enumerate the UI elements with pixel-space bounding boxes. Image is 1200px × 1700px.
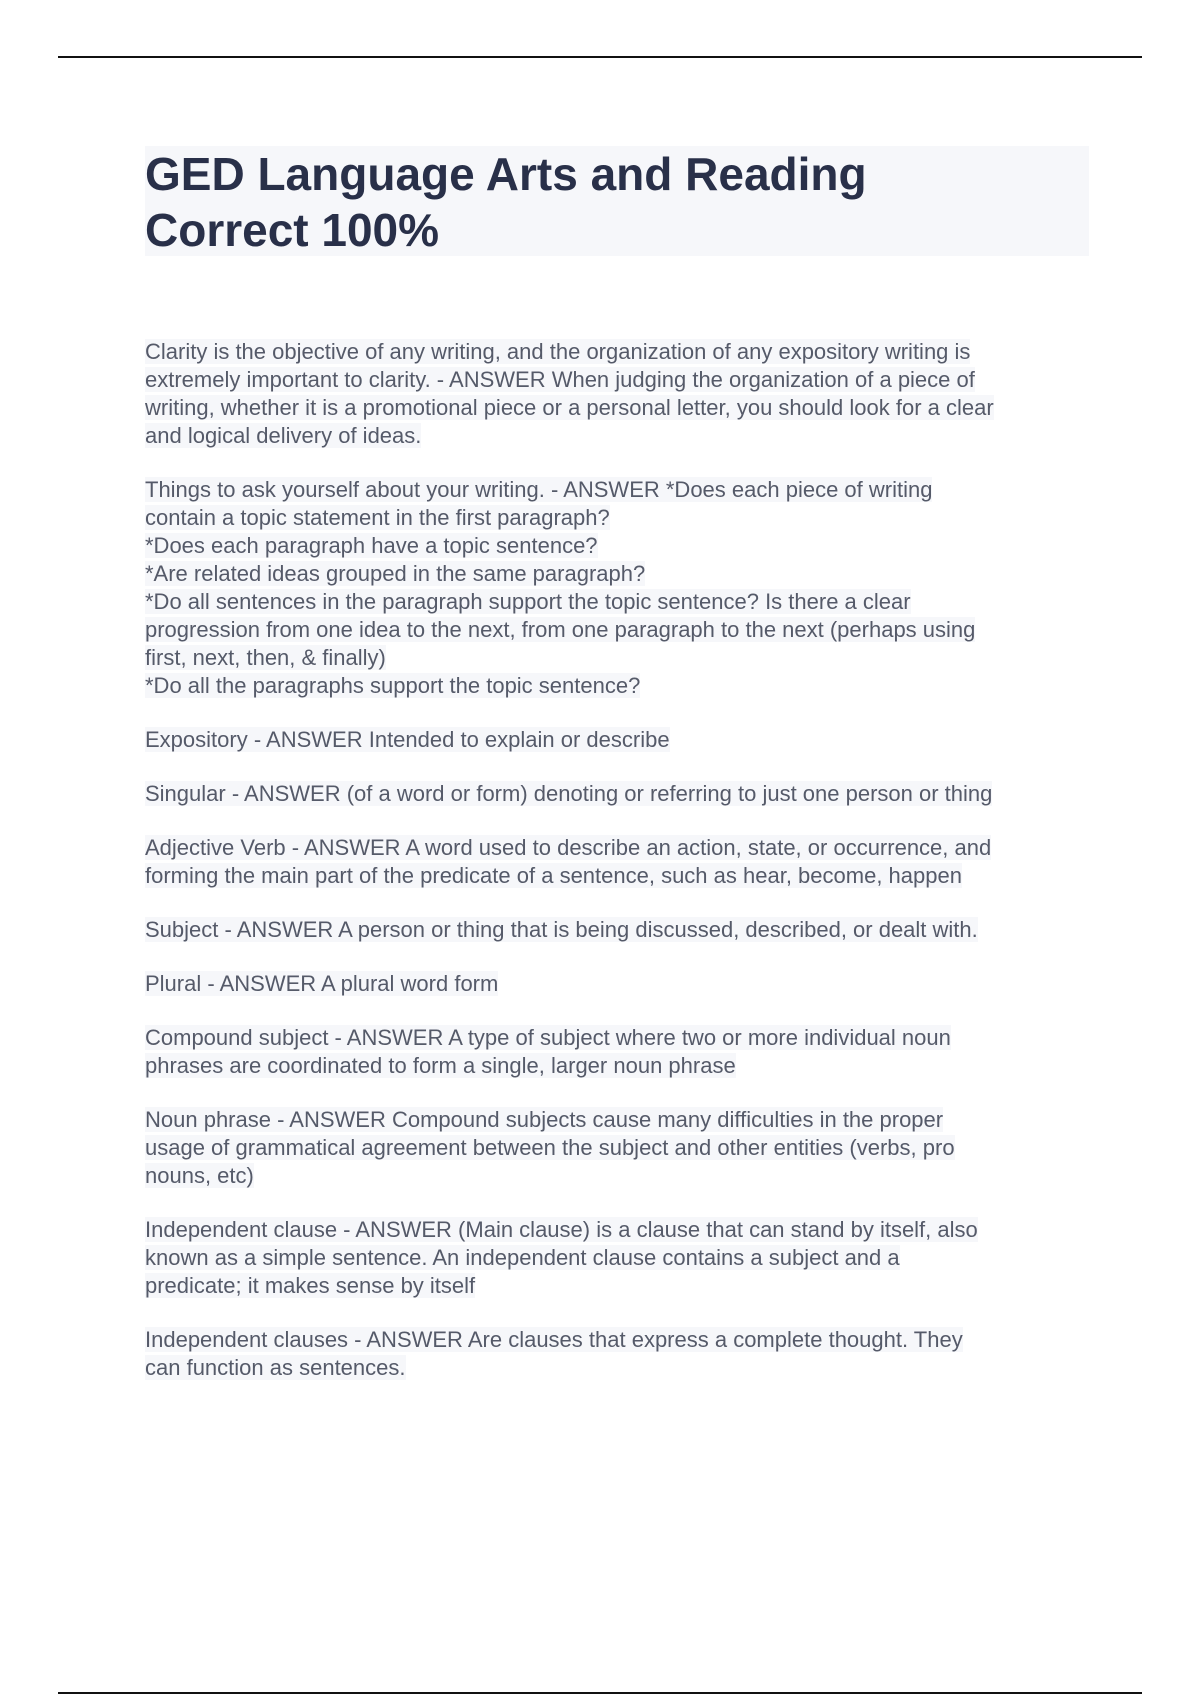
text-line-content: Independent clause - ANSWER (Main clause) is a clause that can stand by itself, also [145, 1217, 978, 1242]
text-line-content: Subject - ANSWER A person or thing that is being discussed, described, or dealt with. [145, 917, 978, 942]
text-line [145, 1162, 1095, 1190]
text-line [145, 970, 1095, 998]
text-line [145, 1024, 1095, 1052]
text-line-content: *Do all the paragraphs support the topic sentence? [145, 673, 641, 698]
qa-entry [145, 916, 1095, 944]
text-line-content: nouns, etc) [145, 1163, 254, 1188]
text-line-content: Noun phrase - ANSWER Compound subjects cause many difficulties in the proper [145, 1107, 944, 1132]
text-line-content: first, next, then, & finally) [145, 645, 386, 670]
qa-entry [145, 834, 1095, 890]
qa-entry [145, 1216, 1095, 1300]
document-title [145, 146, 1089, 256]
text-line [145, 1354, 1095, 1382]
text-line-content: contain a topic statement in the first paragraph? [145, 505, 610, 530]
text-line [145, 560, 1095, 588]
text-line-content: Independent clauses - ANSWER Are clauses that express a complete thought. They [145, 1327, 963, 1352]
qa-entry [145, 1326, 1095, 1382]
title-line-2: Correct 100% [145, 204, 440, 256]
text-line [145, 780, 1095, 808]
text-line-content: Adjective Verb - ANSWER A word used to describe an action, state, or occurrence, and [145, 835, 992, 860]
text-line [145, 726, 1095, 754]
qa-entry [145, 726, 1095, 754]
text-line [145, 532, 1095, 560]
text-line-content: writing, whether it is a promotional piece or a personal letter, you should look for a clear [145, 395, 994, 420]
text-line [145, 1106, 1095, 1134]
text-line [145, 1134, 1095, 1162]
top-rule [58, 56, 1142, 58]
text-line-content: extremely important to clarity. - ANSWER When judging the organization of a piece of [145, 367, 975, 392]
text-line-content: phrases are coordinated to form a single, larger noun phrase [145, 1053, 736, 1078]
text-line-content: *Are related ideas grouped in the same paragraph? [145, 561, 646, 586]
qa-entry [145, 1106, 1095, 1190]
text-line-content: and logical delivery of ideas. [145, 423, 422, 448]
bottom-rule [58, 1692, 1142, 1694]
text-line [145, 616, 1095, 644]
text-line-content: Compound subject - ANSWER A type of subject where two or more individual noun [145, 1025, 951, 1050]
text-line [145, 422, 1095, 450]
text-line-content: can function as sentences. [145, 1355, 406, 1380]
text-line-content: Singular - ANSWER (of a word or form) denoting or referring to just one person or thing [145, 781, 993, 806]
text-line-content: Clarity is the objective of any writing, and the organization of any expository writing is [145, 339, 971, 364]
title-line-1: GED Language Arts and Reading [145, 148, 867, 200]
text-line [145, 366, 1095, 394]
text-line [145, 644, 1095, 672]
qa-entry [145, 970, 1095, 998]
text-line [145, 1216, 1095, 1244]
text-line-content: progression from one idea to the next, from one paragraph to the next (perhaps using [145, 617, 976, 642]
qa-list [145, 338, 1095, 1408]
text-line [145, 588, 1095, 616]
text-line-content: usage of grammatical agreement between the subject and other entities (verbs, pro [145, 1135, 955, 1160]
qa-entry [145, 780, 1095, 808]
text-line [145, 476, 1095, 504]
text-line-content: Plural - ANSWER A plural word form [145, 971, 499, 996]
text-line [145, 1052, 1095, 1080]
qa-entry [145, 476, 1095, 700]
text-line [145, 1326, 1095, 1354]
qa-entry [145, 338, 1095, 450]
text-line [145, 834, 1095, 862]
text-line-content: forming the main part of the predicate of a sentence, such as hear, become, happen [145, 863, 962, 888]
text-line [145, 672, 1095, 700]
text-line-content: Things to ask yourself about your writing. - ANSWER *Does each piece of writing [145, 477, 933, 502]
text-line-content: predicate; it makes sense by itself [145, 1273, 476, 1298]
text-line [145, 504, 1095, 532]
text-line [145, 394, 1095, 422]
qa-entry [145, 1024, 1095, 1080]
text-line [145, 338, 1095, 366]
text-line-content: *Do all sentences in the paragraph support the topic sentence? Is there a clear [145, 589, 911, 614]
text-line [145, 1244, 1095, 1272]
text-line-content: Expository - ANSWER Intended to explain or describe [145, 727, 670, 752]
text-line [145, 916, 1095, 944]
text-line [145, 1272, 1095, 1300]
text-line-content: *Does each paragraph have a topic sentence? [145, 533, 598, 558]
text-line-content: known as a simple sentence. An independent clause contains a subject and a [145, 1245, 900, 1270]
text-line [145, 862, 1095, 890]
